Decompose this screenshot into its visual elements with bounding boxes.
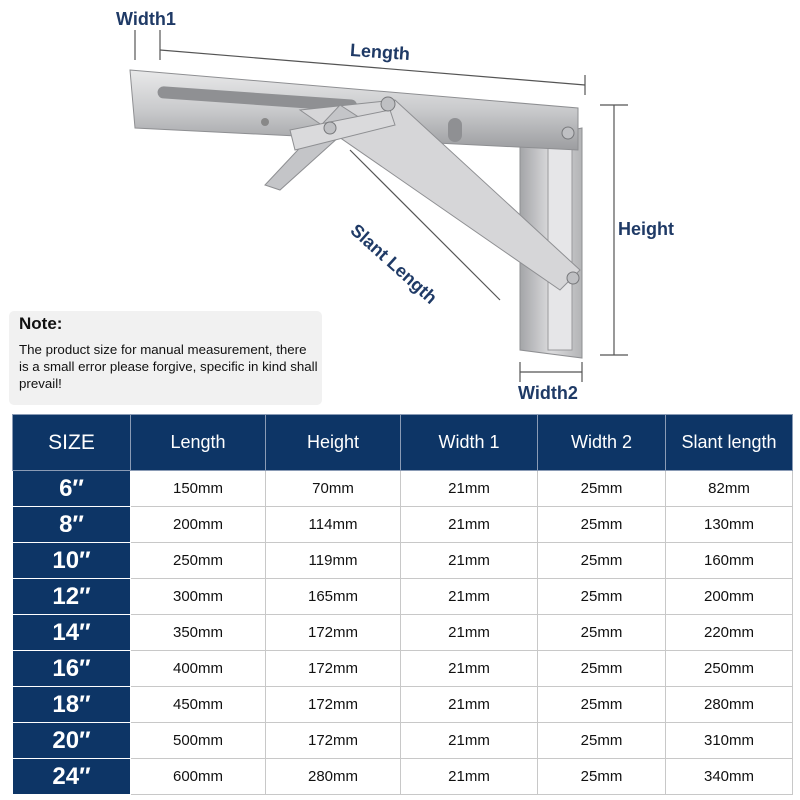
header-length: Length xyxy=(131,415,266,471)
height-label: Height xyxy=(618,219,674,239)
cell-length: 600mm xyxy=(131,759,266,795)
cell-length: 450mm xyxy=(131,687,266,723)
cell-length: 350mm xyxy=(131,615,266,651)
cell-length: 200mm xyxy=(131,507,266,543)
note-title: Note: xyxy=(19,314,63,333)
cell-width1: 21mm xyxy=(401,579,538,615)
cell-width2: 25mm xyxy=(538,507,666,543)
cell-width2: 25mm xyxy=(538,579,666,615)
cell-slant-length: 220mm xyxy=(666,615,793,651)
cell-slant-length: 250mm xyxy=(666,651,793,687)
cell-size: 24″ xyxy=(13,759,131,795)
cell-length: 250mm xyxy=(131,543,266,579)
table-row xyxy=(13,507,793,543)
cell-height: 172mm xyxy=(266,651,401,687)
cell-size: 18″ xyxy=(13,687,131,723)
cell-size: 8″ xyxy=(13,507,131,543)
cell-slant-length: 160mm xyxy=(666,543,793,579)
cell-slant-length: 200mm xyxy=(666,579,793,615)
table-row xyxy=(13,543,793,579)
table-row xyxy=(13,615,793,651)
cell-length: 500mm xyxy=(131,723,266,759)
cell-width2: 25mm xyxy=(538,471,666,507)
cell-size: 12″ xyxy=(13,579,131,615)
cell-width1: 21mm xyxy=(401,759,538,795)
cell-width2: 25mm xyxy=(538,543,666,579)
width2-label: Width2 xyxy=(518,383,578,403)
cell-width2: 25mm xyxy=(538,759,666,795)
table-row xyxy=(13,687,793,723)
cell-height: 280mm xyxy=(266,759,401,795)
table-row xyxy=(13,579,793,615)
cell-height: 172mm xyxy=(266,723,401,759)
cell-length: 400mm xyxy=(131,651,266,687)
cell-size: 10″ xyxy=(13,543,131,579)
cell-width1: 21mm xyxy=(401,471,538,507)
cell-width1: 21mm xyxy=(401,507,538,543)
note-body: The product size for manual measurement, there is a small error please forgive, specific in kind shall prevail! xyxy=(19,342,318,391)
cell-length: 300mm xyxy=(131,579,266,615)
cell-width2: 25mm xyxy=(538,615,666,651)
header-width2: Width 2 xyxy=(538,415,666,471)
slant-length-label: Slant Length xyxy=(346,220,442,308)
cell-size: 6″ xyxy=(13,471,131,507)
note-box xyxy=(9,311,322,405)
header-slant-length: Slant length xyxy=(666,415,793,471)
size-table xyxy=(12,414,793,795)
cell-slant-length: 310mm xyxy=(666,723,793,759)
cell-width1: 21mm xyxy=(401,543,538,579)
cell-width1: 21mm xyxy=(401,651,538,687)
table-header-row xyxy=(13,415,793,471)
cell-height: 114mm xyxy=(266,507,401,543)
table-row xyxy=(13,651,793,687)
width1-label: Width1 xyxy=(116,9,176,29)
cell-width2: 25mm xyxy=(538,651,666,687)
cell-width2: 25mm xyxy=(538,687,666,723)
header-height: Height xyxy=(266,415,401,471)
cell-width2: 25mm xyxy=(538,723,666,759)
cell-slant-length: 82mm xyxy=(666,471,793,507)
table-row xyxy=(13,759,793,795)
table-row xyxy=(13,723,793,759)
cell-slant-length: 280mm xyxy=(666,687,793,723)
cell-height: 70mm xyxy=(266,471,401,507)
cell-width1: 21mm xyxy=(401,723,538,759)
length-label: Length xyxy=(349,39,411,65)
cell-size: 16″ xyxy=(13,651,131,687)
cell-width1: 21mm xyxy=(401,687,538,723)
cell-length: 150mm xyxy=(131,471,266,507)
cell-slant-length: 340mm xyxy=(666,759,793,795)
cell-height: 172mm xyxy=(266,687,401,723)
cell-slant-length: 130mm xyxy=(666,507,793,543)
cell-width1: 21mm xyxy=(401,615,538,651)
cell-size: 14″ xyxy=(13,615,131,651)
cell-height: 172mm xyxy=(266,615,401,651)
header-width1: Width 1 xyxy=(401,415,538,471)
header-size: SIZE xyxy=(13,415,131,471)
cell-height: 119mm xyxy=(266,543,401,579)
cell-height: 165mm xyxy=(266,579,401,615)
table-row xyxy=(13,471,793,507)
cell-size: 20″ xyxy=(13,723,131,759)
